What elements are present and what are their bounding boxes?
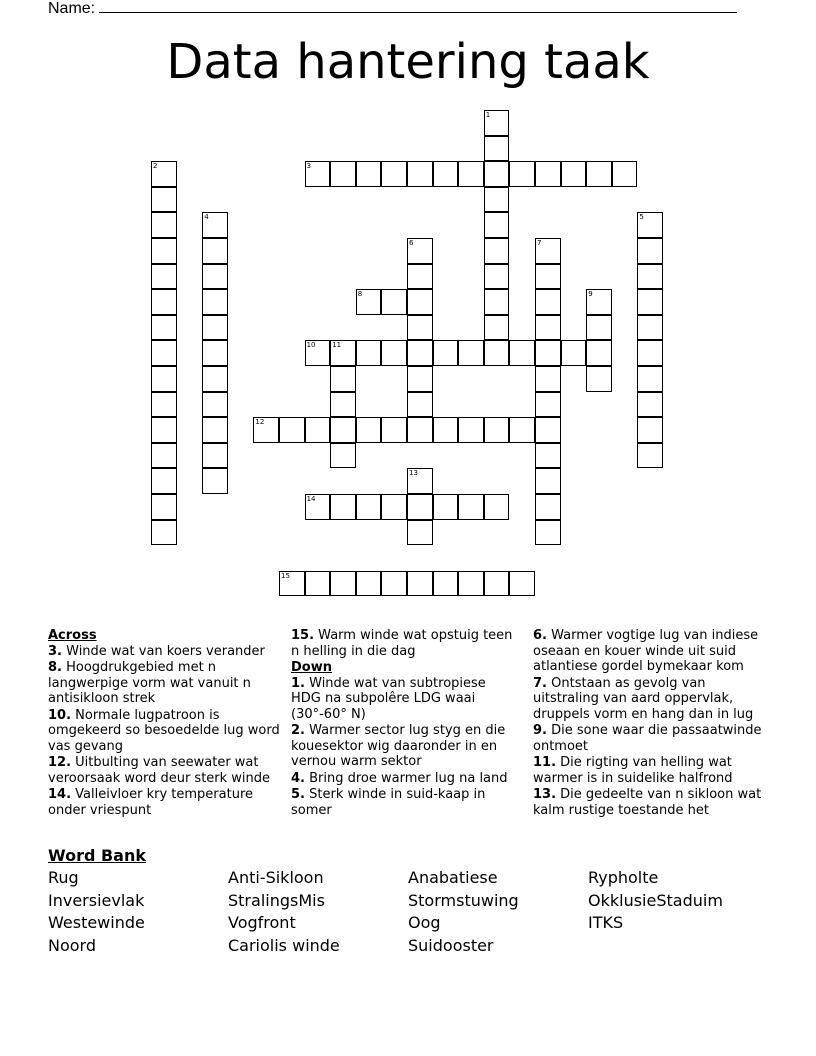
word-bank-item: Oog: [408, 913, 441, 932]
grid-cell[interactable]: [202, 212, 228, 238]
grid-cell[interactable]: [151, 366, 177, 392]
clue-down-4: 4. Bring droe warmer lug na land: [291, 770, 508, 786]
grid-cell[interactable]: [151, 161, 177, 187]
grid-cell[interactable]: [484, 417, 510, 443]
grid-cell[interactable]: [305, 340, 331, 366]
clue-across-15: 15. Warm winde wat opstuig teen n helling in die dag: [291, 628, 513, 659]
grid-cell[interactable]: [151, 315, 177, 341]
grid-cell[interactable]: [484, 110, 510, 136]
clue-number: 3: [306, 162, 312, 171]
grid-cell[interactable]: [458, 161, 484, 187]
clue-number: 15: [281, 571, 290, 580]
clue-across-14: 14. Valleivloer kry temperature onder vriespunt: [48, 787, 254, 818]
clue-down-13: 13. Die gedeelte van n sikloon wat kalm rustige toestande het: [533, 787, 762, 818]
clues-column-2: [291, 628, 515, 819]
grid-cell[interactable]: [535, 520, 561, 546]
grid-cell[interactable]: [279, 417, 305, 443]
grid-cell[interactable]: [561, 161, 587, 187]
grid-cell[interactable]: [433, 340, 459, 366]
grid-cell[interactable]: [458, 571, 484, 597]
clue-number: 6: [409, 239, 414, 247]
grid-cell[interactable]: [586, 289, 612, 315]
grid-cell[interactable]: [279, 571, 305, 597]
grid-cell[interactable]: [202, 392, 228, 418]
word-bank-item: Noord: [48, 936, 96, 955]
grid-cell[interactable]: [484, 161, 510, 187]
grid-cell[interactable]: [407, 571, 433, 597]
grid-cell[interactable]: [151, 340, 177, 366]
grid-cell[interactable]: [586, 161, 612, 187]
grid-cell[interactable]: [561, 340, 587, 366]
grid-cell[interactable]: [433, 161, 459, 187]
grid-cell[interactable]: [381, 494, 407, 520]
grid-cell[interactable]: [484, 238, 510, 264]
grid-cell[interactable]: [535, 238, 561, 264]
clue-number: 1: [485, 111, 491, 119]
grid-cell[interactable]: [637, 443, 663, 469]
grid-cell[interactable]: [535, 366, 561, 392]
grid-cell[interactable]: [535, 264, 561, 290]
grid-cell[interactable]: [305, 571, 331, 597]
grid-cell[interactable]: [151, 392, 177, 418]
grid-cell[interactable]: [535, 443, 561, 469]
clue-across-8: 8. Hoogdrukgebied met n langwerpige vorm wat vanuit n antisikloon strek: [48, 660, 251, 706]
grid-cell[interactable]: [484, 289, 510, 315]
grid-cell[interactable]: [356, 340, 382, 366]
grid-cell[interactable]: [381, 417, 407, 443]
grid-cell[interactable]: [202, 417, 228, 443]
grid-cell[interactable]: [509, 417, 535, 443]
grid-cell[interactable]: [151, 468, 177, 494]
grid-cell[interactable]: [586, 366, 612, 392]
grid-cell[interactable]: [637, 340, 663, 366]
grid-cell[interactable]: [330, 340, 356, 366]
grid-cell[interactable]: [407, 289, 433, 315]
clue-number: 13: [409, 469, 418, 478]
grid-cell[interactable]: [381, 161, 407, 187]
word-bank-item: Anti-Sikloon: [228, 868, 324, 887]
name-field: [48, 0, 737, 18]
grid-cell[interactable]: [330, 366, 356, 392]
grid-cell[interactable]: [151, 494, 177, 520]
clue-down-5: 5. Sterk winde in suid-kaap in somer: [291, 787, 486, 818]
grid-cell[interactable]: [484, 315, 510, 341]
clue-down-1: 1. Winde wat van subtropiese HDG na subpolêre LDG waai (30°-60° N): [291, 675, 486, 722]
grid-cell[interactable]: [151, 289, 177, 315]
grid-cell[interactable]: [202, 340, 228, 366]
grid-cell[interactable]: [407, 494, 433, 520]
clue-number: 14: [306, 495, 316, 503]
grid-cell[interactable]: [509, 161, 535, 187]
grid-cell[interactable]: [637, 417, 663, 443]
grid-cell[interactable]: [637, 392, 663, 418]
grid-cell[interactable]: [202, 366, 228, 392]
clue-number: 11: [332, 341, 342, 350]
grid-cell[interactable]: [202, 443, 228, 469]
grid-cell[interactable]: [637, 264, 663, 290]
grid-cell[interactable]: [433, 417, 459, 443]
grid-cell[interactable]: [202, 264, 228, 290]
word-bank-item: Westewinde: [48, 913, 145, 932]
word-bank-item: Vogfront: [228, 913, 296, 932]
grid-cell[interactable]: [151, 443, 177, 469]
grid-cell[interactable]: [612, 161, 638, 187]
grid-cell[interactable]: [535, 494, 561, 520]
word-bank-item: Rug: [48, 868, 79, 887]
grid-cell[interactable]: [330, 494, 356, 520]
grid-cell[interactable]: [535, 392, 561, 418]
clue-number: 4: [204, 213, 209, 222]
grid-cell[interactable]: [407, 366, 433, 392]
word-bank-item: ITKS: [588, 913, 624, 932]
grid-cell[interactable]: [151, 520, 177, 546]
clue-across-3: 3. Winde wat van koers verander: [48, 643, 265, 659]
word-bank-item: Suidooster: [408, 936, 494, 955]
grid-cell[interactable]: [637, 315, 663, 341]
clue-down-7: 7. Ontstaan as gevolg van uitstraling van aard oppervlak, druppels vorm en hang dan in lug: [533, 675, 754, 722]
grid-cell[interactable]: [202, 468, 228, 494]
grid-cell[interactable]: [407, 161, 433, 187]
grid-cell[interactable]: [484, 571, 510, 597]
grid-cell[interactable]: [484, 136, 510, 162]
grid-cell[interactable]: [356, 161, 382, 187]
clue-number: 5: [639, 213, 644, 222]
grid-cell[interactable]: [535, 161, 561, 187]
page-title: Data hantering taak: [166, 34, 650, 90]
grid-cell[interactable]: [637, 238, 663, 264]
grid-cell[interactable]: [586, 340, 612, 366]
grid-cell[interactable]: [407, 417, 433, 443]
word-bank-item: Rypholte: [588, 868, 659, 887]
grid-cell[interactable]: [151, 417, 177, 443]
grid-cell[interactable]: [407, 264, 433, 290]
grid-cell[interactable]: [484, 264, 510, 290]
clue-number: 8: [357, 290, 363, 299]
clue-down-2: 2. Warmer sector lug styg en die kouesektor wig daaronder in en vernou warm sektor: [291, 723, 506, 769]
grid-cell[interactable]: [407, 238, 433, 264]
clue-down-11: 11. Die rigting van helling wat warmer is in suidelike halfrond: [533, 755, 733, 786]
grid-cell[interactable]: [381, 571, 407, 597]
grid-cell[interactable]: [202, 238, 228, 264]
name-underline: [99, 0, 737, 13]
name-label: Name:: [48, 0, 96, 17]
word-bank-title: Word Bank: [48, 846, 147, 865]
grid-cell[interactable]: [330, 392, 356, 418]
grid-cell[interactable]: [458, 417, 484, 443]
down-heading: Down: [291, 660, 332, 675]
clue-number: 7: [537, 239, 542, 247]
grid-cell[interactable]: [535, 315, 561, 341]
grid-cell[interactable]: [458, 340, 484, 366]
grid-cell[interactable]: [202, 289, 228, 315]
clue-down-9: 9. Die sone waar die passaatwinde ontmoet: [533, 723, 762, 754]
grid-cell[interactable]: [458, 494, 484, 520]
grid-cell[interactable]: [484, 212, 510, 238]
grid-cell[interactable]: [151, 212, 177, 238]
grid-cell[interactable]: [407, 315, 433, 341]
word-bank-item: Stormstuwing: [408, 891, 519, 910]
grid-cell[interactable]: [407, 340, 433, 366]
clue-across-12: 12. Uitbulting van seewater wat veroorsaak word deur sterk winde: [48, 755, 271, 786]
grid-cell[interactable]: [407, 468, 433, 494]
word-bank-item: StralingsMis: [228, 891, 325, 910]
grid-cell[interactable]: [484, 340, 510, 366]
clue-number: 9: [588, 290, 593, 299]
grid-cell[interactable]: [356, 417, 382, 443]
grid-cell[interactable]: [356, 494, 382, 520]
grid-cell[interactable]: [330, 417, 356, 443]
grid-cell[interactable]: [509, 340, 535, 366]
word-bank-item: OkklusieStaduim: [588, 891, 723, 910]
grid-cell[interactable]: [330, 161, 356, 187]
clue-down-6: 6. Warmer vogtige lug van indiese oseaan en kouer winde uit suid atlantiese gordel bymekaar kom: [533, 628, 759, 674]
grid-cell[interactable]: [151, 187, 177, 213]
grid-cell[interactable]: [484, 187, 510, 213]
grid-cell[interactable]: [484, 494, 510, 520]
grid-cell[interactable]: [305, 417, 331, 443]
clue-across-10: 10. Normale lugpatroon is omgekeerd so besoedelde lug word vas gevang: [48, 707, 280, 754]
clue-number: 12: [255, 418, 265, 427]
grid-cell[interactable]: [509, 571, 535, 597]
grid-cell[interactable]: [407, 520, 433, 546]
clues-column-1: [48, 628, 280, 819]
word-bank-item: Cariolis winde: [228, 936, 340, 955]
across-heading: Across: [48, 628, 97, 643]
grid-cell[interactable]: [356, 289, 382, 315]
clue-number: 2: [153, 162, 158, 171]
grid-cell[interactable]: [637, 289, 663, 315]
grid-cell[interactable]: [586, 315, 612, 341]
grid-cell[interactable]: [637, 212, 663, 238]
grid-cell[interactable]: [253, 417, 279, 443]
grid-cell[interactable]: [330, 443, 356, 469]
grid-cell[interactable]: [305, 161, 331, 187]
grid-cell[interactable]: [202, 315, 228, 341]
grid-cell[interactable]: [381, 340, 407, 366]
word-bank-item: Inversievlak: [48, 891, 145, 910]
word-bank-item: Anabatiese: [408, 868, 498, 887]
grid-cell[interactable]: [330, 571, 356, 597]
grid-cell[interactable]: [356, 571, 382, 597]
grid-cell[interactable]: [535, 289, 561, 315]
clue-number: 10: [306, 341, 316, 350]
grid-cell[interactable]: [305, 494, 331, 520]
clues-column-3: [533, 628, 773, 819]
grid-cell[interactable]: [535, 340, 561, 366]
grid-cell[interactable]: [535, 417, 561, 443]
grid-cell[interactable]: [151, 264, 177, 290]
grid-cell[interactable]: [433, 571, 459, 597]
grid-cell[interactable]: [433, 494, 459, 520]
grid-cell[interactable]: [151, 238, 177, 264]
grid-cell[interactable]: [535, 468, 561, 494]
grid-cell[interactable]: [381, 289, 407, 315]
grid-cell[interactable]: [637, 366, 663, 392]
grid-cell[interactable]: [407, 392, 433, 418]
